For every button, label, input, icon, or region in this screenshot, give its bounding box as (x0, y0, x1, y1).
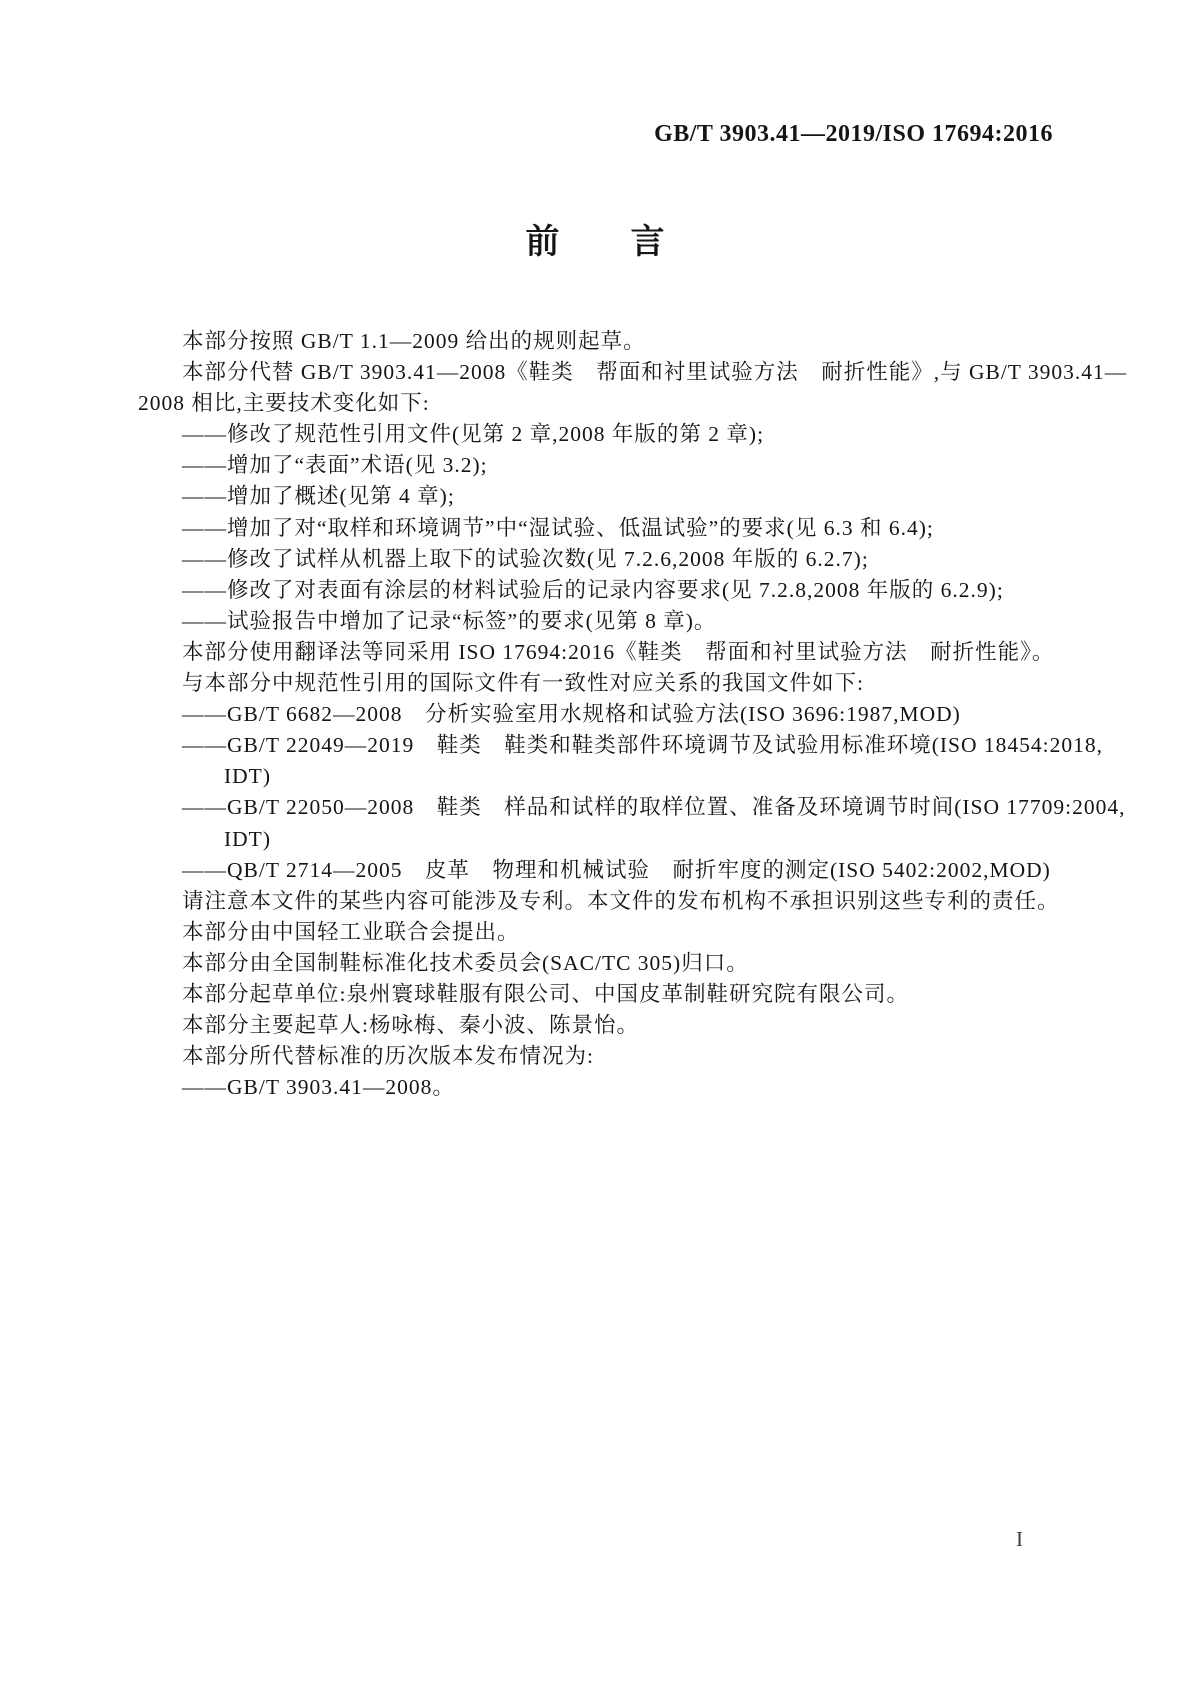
page-title: 前 言 (525, 223, 666, 261)
list-item-line: ——试验报告中增加了记录“标签”的要求(见第 8 章)。 (182, 608, 717, 633)
paragraph-line: 本部分所代替标准的历次版本发布情况为: (182, 1044, 594, 1069)
list-item-line: ——QB/T 2714—2005 皮革 物理和机械试验 耐折牢度的测定(ISO 5402:2002,MOD) (182, 857, 1051, 882)
paragraph-line: 本部分起草单位:泉州寰球鞋服有限公司、中国皮革制鞋研究院有限公司。 (182, 981, 909, 1006)
list-item-line: ——GB/T 22049—2019 鞋类 鞋类和鞋类部件环境调节及试验用标准环境(ISO 18454:2018, (182, 733, 1103, 758)
list-item-line: ——增加了“表面”术语(见 3.2); (182, 453, 488, 478)
list-item-line: ——修改了对表面有涂层的材料试验后的记录内容要求(见 7.2.8,2008 年版的 6.2.9); (182, 577, 1004, 602)
list-item-line: ——GB/T 22050—2008 鞋类 样品和试样的取样位置、准备及环境调节时间(ISO 17709:2004, (182, 795, 1126, 820)
paragraph-line: 请注意本文件的某些内容可能涉及专利。本文件的发布机构不承担识别这些专利的责任。 (182, 888, 1060, 913)
paragraph-line: 本部分按照 GB/T 1.1—2009 给出的规则起草。 (182, 329, 646, 353)
paragraph-line: 本部分使用翻译法等同采用 ISO 17694:2016《鞋类 帮面和衬里试验方法 耐折性能》。 (182, 639, 1055, 664)
paragraph-line: 本部分代替 GB/T 3903.41—2008《鞋类 帮面和衬里试验方法 耐折性能》,与 GB/T 3903.41— (182, 360, 1128, 385)
paragraph-line: 与本部分中规范性引用的国际文件有一致性对应关系的我国文件如下: (182, 671, 864, 696)
list-item-line: ——GB/T 3903.41—2008。 (182, 1075, 455, 1100)
list-item-line: ——增加了对“取样和环境调节”中“湿试验、低温试验”的要求(见 6.3 和 6.4); (182, 515, 934, 540)
list-item-line: ——修改了规范性引用文件(见第 2 章,2008 年版的第 2 章); (182, 422, 765, 447)
foreword-body (138, 326, 1128, 1103)
paragraph-line: 本部分由中国轻工业联合会提出。 (182, 919, 520, 944)
standard-number-header: GB/T 3903.41—2019/ISO 17694:2016 (654, 121, 1053, 147)
page-number: I (1016, 1527, 1023, 1551)
list-item-continuation: IDT) (224, 826, 271, 851)
paragraph-line: 本部分主要起草人:杨咏梅、秦小波、陈景怡。 (182, 1013, 639, 1038)
list-item-line: ——GB/T 6682—2008 分析实验室用水规格和试验方法(ISO 3696:1987,MOD) (182, 702, 961, 727)
paragraph-line: 2008 相比,主要技术变化如下: (138, 391, 430, 416)
paragraph-line: 本部分由全国制鞋标准化技术委员会(SAC/TC 305)归口。 (182, 950, 749, 975)
list-item-line: ——增加了概述(见第 4 章); (182, 484, 455, 509)
list-item-continuation: IDT) (224, 764, 271, 789)
list-item-line: ——修改了试样从机器上取下的试验次数(见 7.2.6,2008 年版的 6.2.7); (182, 546, 869, 571)
